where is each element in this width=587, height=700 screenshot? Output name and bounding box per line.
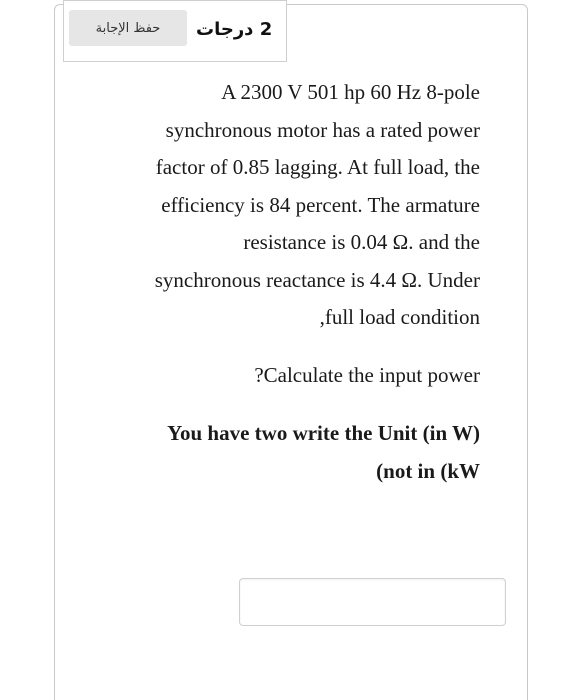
- question-line: synchronous reactance is 4.4 Ω. Under: [154, 267, 480, 292]
- unit-instruction: You have two write the Unit (in W): [167, 421, 480, 445]
- question-line: synchronous motor has a rated power: [165, 117, 480, 142]
- question-prompt: ?Calculate the input power: [254, 362, 480, 387]
- question-line: resistance is 0.04 Ω. and the: [243, 230, 480, 254]
- answer-input[interactable]: [239, 578, 506, 626]
- question-text: [84, 74, 480, 490]
- question-line: A 2300 V 501 hp 60 Hz 8-pole: [221, 80, 480, 104]
- unit-instruction: (not in (kW: [376, 459, 480, 483]
- save-answer-button[interactable]: حفظ الإجابة: [69, 10, 187, 46]
- question-line: efficiency is 84 percent. The armature: [161, 192, 480, 217]
- question-line: ,full load condition: [319, 305, 480, 329]
- points-label: 2 درجات: [196, 18, 273, 40]
- question-line: factor of 0.85 lagging. At full load, the: [155, 155, 480, 179]
